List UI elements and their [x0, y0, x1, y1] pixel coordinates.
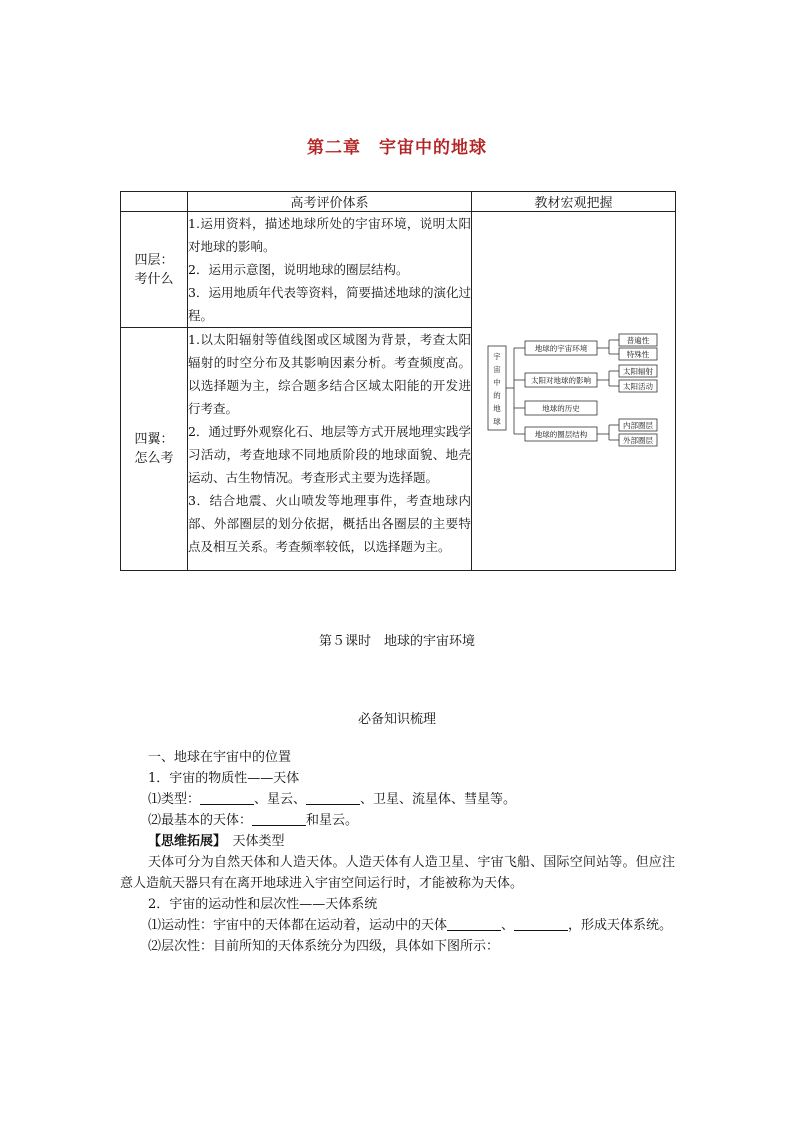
mindmap-diagram — [472, 212, 676, 567]
text-span: 、星云、 — [254, 792, 307, 807]
text-span: 和星云。 — [306, 813, 359, 828]
section-title: 必备知识梳理 — [357, 712, 436, 727]
mindmap-leaf-label: 外部圈层 — [623, 436, 653, 445]
list-item: 1.以太阳辐射等值线图或区域图为背景，考查太阳辐射的时空分布及其影响因素分析。考查频度高。以选择题为主，综合题多结合区域太阳能的开发进行考查。 — [188, 332, 471, 416]
mindmap-root-char: 的 — [493, 391, 501, 400]
text-span: 、 — [501, 918, 515, 933]
text-span: 、卫星、流星体、彗星等。 — [360, 792, 517, 807]
text-span: ⑴类型： — [148, 792, 201, 807]
text-span: ⑴运动性：宇宙中的天体都在运动着，运动中的天体 — [148, 918, 448, 933]
mindmap-root-char: 宇 — [493, 352, 501, 361]
lesson-title: 第５课时 地球的宇宙环境 — [318, 634, 475, 649]
evaluation-table — [120, 191, 676, 571]
paragraph-hierarchy: ⑵层次性：目前所知的天体系统分为四级，具体如下图所示： — [148, 939, 500, 954]
mindmap-root-char: 球 — [493, 417, 501, 426]
fill-blank[interactable] — [514, 916, 568, 931]
mindmap-root-char: 中 — [493, 378, 501, 387]
table-corner-cell — [121, 192, 188, 212]
mindmap-cell — [472, 212, 676, 571]
fill-blank[interactable] — [200, 790, 254, 805]
fill-line-motion — [120, 915, 675, 936]
mindmap-leaf-label: 太阳活动 — [623, 382, 653, 391]
mindmap-branch-label: 太阳对地球的影响 — [531, 376, 591, 385]
list-item: 3．运用地质年代表等资料，简要描述地球的演化过程。 — [188, 285, 471, 323]
row-label-what — [121, 212, 188, 328]
mindmap-root-char: 地 — [493, 404, 501, 413]
subheading-motion: 2．宇宙的运动性和层次性——天体系统 — [148, 897, 378, 912]
how-to-test-cell — [188, 328, 472, 571]
fill-blank[interactable] — [447, 916, 501, 931]
fill-line-types — [120, 789, 675, 810]
think-expand-heading — [120, 831, 675, 852]
mindmap-branch-label: 地球的宇宙环境 — [534, 344, 588, 353]
body-content — [120, 747, 675, 957]
list-item: 1.运用资料，描述地球所处的宇宙环境，说明太阳对地球的影响。 — [188, 216, 471, 254]
think-title: 天体类型 — [219, 834, 285, 849]
mindmap-leaf-label: 太阳辐射 — [623, 367, 653, 376]
mindmap-root-char: 宙 — [493, 365, 501, 374]
chapter-title: 第二章 宇宙中的地球 — [307, 138, 487, 158]
heading-position: 一、地球在宇宙中的位置 — [148, 750, 292, 765]
row-label-line: 怎么考 — [134, 451, 174, 466]
list-item: 2．运用示意图，说明地球的圈层结构。 — [188, 262, 409, 277]
row-label-line: 四翼： — [134, 432, 174, 447]
paragraph-celestial-types: 天体可分为自然天体和人造天体。人造天体有人造卫星、宇宙飞船、国际空间站等。但应注意人造航天器只有在离开地球进入宇宙空间运行时，才能被称为天体。 — [120, 855, 675, 891]
mindmap-leaf-label: 特殊性 — [626, 350, 650, 359]
row-label-line: 四层： — [134, 252, 174, 268]
list-item: 2．通过野外观察化石、地层等方式开展地理实践学习活动，考查地球不同地质阶段的地球面貌、地壳运动、古生物情况。考查形式主要为选择题。 — [188, 424, 471, 485]
mindmap-leaf-label: 普遍性 — [626, 336, 650, 345]
row-label-how — [121, 328, 188, 571]
text-span: ，形成天体系统。 — [568, 918, 673, 933]
mindmap-branch-label: 地球的圈层结构 — [534, 430, 588, 439]
fill-blank[interactable] — [252, 811, 306, 826]
fill-blank[interactable] — [306, 790, 360, 805]
mindmap-branch-label: 地球的历史 — [542, 404, 580, 413]
list-item: 3．结合地震、火山喷发等地理事件，考查地球内部、外部圈层的划分依据，概括出各圈层的主要特点及相互关系。考查频率较低，以选择题为主。 — [188, 493, 471, 554]
table-header-textbook: 教材宏观把握 — [472, 192, 676, 212]
text-span: ⑵最基本的天体： — [148, 813, 253, 828]
mindmap-leaf-label: 内部圈层 — [623, 421, 653, 430]
what-to-test-cell — [188, 212, 472, 328]
subheading-materiality: 1．宇宙的物质性——天体 — [148, 771, 300, 786]
table-header-evaluation: 高考评价体系 — [188, 192, 472, 212]
row-label-line: 考什么 — [134, 271, 174, 287]
fill-line-basic — [120, 810, 675, 831]
think-label: 【思维拓展】 — [148, 834, 220, 849]
